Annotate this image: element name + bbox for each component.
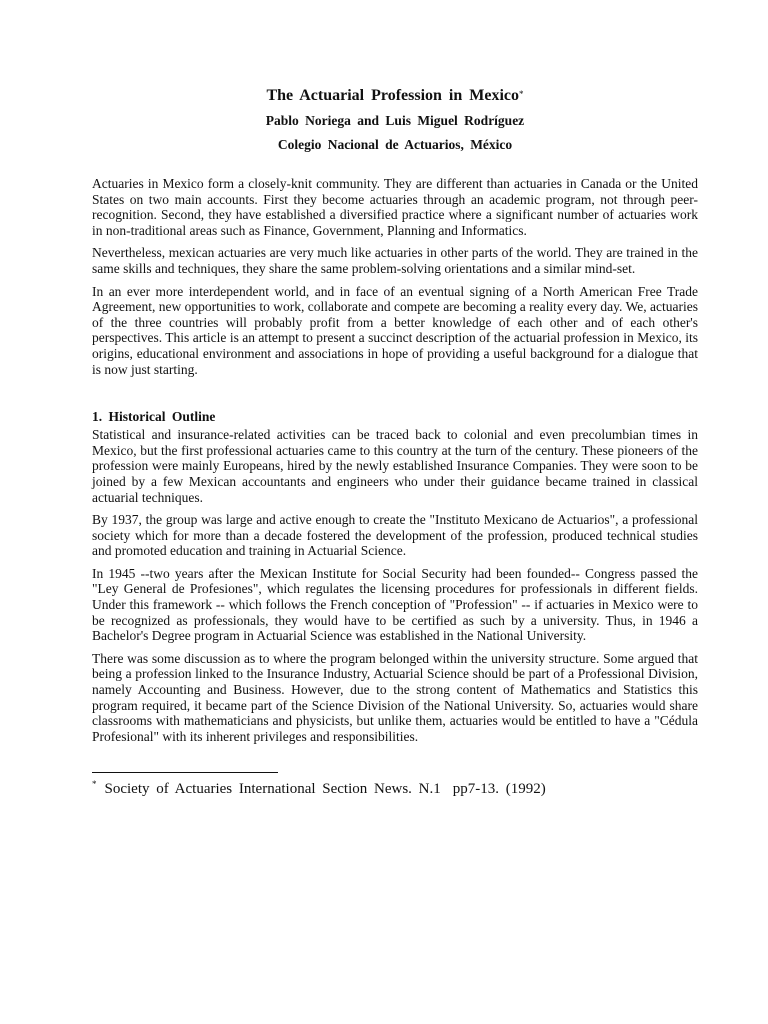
- section-paragraph-2: By 1937, the group was large and active enough to create the "Instituto Mexicano de Actuarios", a professional society which for more than a decade fostered the development of the profession, produced technical studies and promoted education and training in Actuarial Science.: [92, 512, 698, 559]
- footnote-pages: pp7-13. (1992): [452, 781, 546, 798]
- footnote-divider: [92, 772, 278, 773]
- page-title: [92, 86, 698, 106]
- footnote: [92, 781, 698, 798]
- affiliation: Colegio Nacional de Actuarios, México: [277, 137, 513, 152]
- section-heading: 1. Historical Outline: [92, 409, 216, 425]
- authors: Pablo Noriega and Luis Miguel Rodríguez: [265, 113, 525, 128]
- title-footnote-marker: *: [519, 89, 524, 99]
- footnote-source: Society of Actuaries International Section News. N.1: [104, 781, 441, 798]
- footnote-marker: *: [92, 779, 97, 790]
- intro-paragraph-2: Nevertheless, mexican actuaries are very much like actuaries in other parts of the world. They are trained in the same skills and techniques, they share the same problem-solving orientations and a similar mind-set.: [92, 245, 698, 276]
- intro-section: [92, 176, 698, 377]
- historical-outline-section: [92, 409, 698, 744]
- section-paragraph-3: In 1945 --two years after the Mexican Institute for Social Security had been founded-- Congress passed the "Ley General de Profesiones", which regulates the licensing procedures for professionals in different fields. Under this framework -- which follows the French conception of "Profession" -- if actuaries in Mexico were to be recognized as professionals, they would have to be certified as such by a university. Thus, in 1946 a Bachelor's Degree program in Actuarial Science was established in the National University.: [92, 565, 698, 644]
- intro-paragraph-3: In an ever more interdependent world, and in face of an eventual signing of a North American Free Trade Agreement, new opportunities to work, collaborate and compete are becoming a reality every day. We, actuaries of the three countries will probably profit from a better knowledge of each other and of each other's perspectives. This article is an attempt to present a succinct description of the actuarial profession in Mexico, its origins, educational environment and associations in hope of providing a useful background for a dialogue that is now just starting.: [92, 283, 698, 377]
- intro-paragraph-1: Actuaries in Mexico form a closely-knit community. They are different than actuaries in Canada or the United States on two main accounts. First they become actuaries through an academic program, not through peer-recognition. Second, they have established a diversified practice where a significant number of actuaries work in non-traditional areas such as Finance, Government, Planning and Informatics.: [92, 176, 698, 238]
- document-page: [92, 86, 698, 798]
- title-text: The Actuarial Profession in Mexico: [266, 87, 520, 104]
- section-paragraph-1: Statistical and insurance-related activities can be traced back to colonial and even precolumbian times in Mexico, but the first professional actuaries came to this country at the turn of the century. These pioneers of the profession were mainly Europeans, hired by the newly established Insurance Companies. They were soon to be joined by a few Mexican accountants and engineers who under their guidance became trained in classical actuarial techniques.: [92, 427, 698, 505]
- section-paragraph-4: There was some discussion as to where the program belonged within the university structure. Some argued that being a profession linked to the Insurance Industry, Actuarial Science should be part of a Professional Division, namely Accounting and Business. However, due to the strong content of Mathematics and Statistics this program required, it became part of the Science Division of the National University. So, actuaries would share classrooms with mathematicians and physicists, but unlike them, actuaries would be entitled to have a "Cédula Profesional" with its inherent privileges and responsibilities.: [92, 650, 698, 744]
